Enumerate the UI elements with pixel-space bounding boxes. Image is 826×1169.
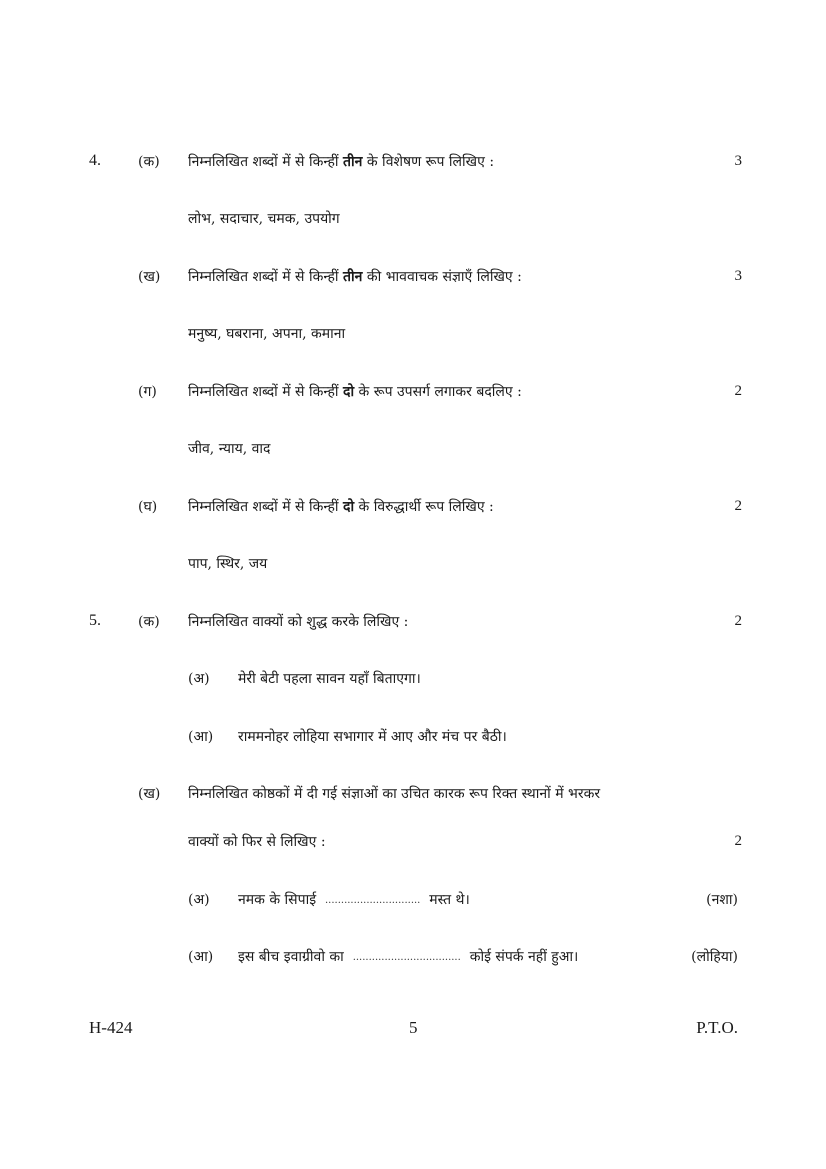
- marks: 2: [734, 498, 742, 514]
- question-text: निम्नलिखित शब्दों में से किन्हीं दो के रूप उपसर्ग लगाकर बदलिए :: [188, 384, 522, 400]
- sub-item-label: (आ): [188, 729, 214, 745]
- question-text: निम्नलिखित शब्दों में से किन्हीं तीन की भाववाचक संज्ञाएँ लिखिए :: [188, 269, 522, 285]
- part-label: (घ): [138, 499, 158, 515]
- part-label: (क): [138, 614, 160, 630]
- word-list: लोभ, सदाचार, चमक, उपयोग: [188, 211, 340, 227]
- question-text: निम्नलिखित शब्दों में से किन्हीं तीन के विशेषण रूप लिखिए :: [188, 154, 495, 170]
- sub-item-label: (आ): [188, 949, 214, 965]
- marks: 2: [734, 383, 742, 399]
- word-list: मनुष्य, घबराना, अपना, कमाना: [188, 326, 346, 342]
- sentence: मेरी बेटी पहला सावन यहाँ बिताएगा।: [238, 671, 421, 687]
- question-text-continued: वाक्यों को फिर से लिखिए :: [188, 834, 326, 850]
- hint-word: (लोहिया): [691, 949, 738, 965]
- word-list: जीव, न्याय, वाद: [188, 441, 271, 457]
- fill-blank-sentence: इस बीच इवाग्रीवो का .................................. कोई संपर्क नहीं हुआ।: [238, 949, 579, 965]
- sentence: राममनोहर लोहिया सभागार में आए और मंच पर बैठी।: [238, 729, 507, 745]
- question-text: निम्नलिखित कोष्ठकों में दी गई संज्ञाओं का उचित कारक रूप रिक्त स्थानों में भरकर: [188, 786, 601, 802]
- marks: 2: [734, 833, 742, 849]
- question-number: 5.: [89, 612, 101, 629]
- part-label: (क): [138, 154, 160, 170]
- marks: 2: [734, 613, 742, 629]
- part-label: (ख): [138, 269, 161, 285]
- question-number: 4.: [89, 152, 101, 169]
- fill-blank-sentence: नमक के सिपाई .............................. मस्त थे।: [238, 892, 470, 908]
- part-label: (ग): [138, 384, 157, 400]
- pto-note: P.T.O.: [696, 1018, 738, 1037]
- sub-item-label: (अ): [188, 671, 210, 687]
- marks: 3: [734, 268, 742, 284]
- blank-line: ..................................: [352, 951, 461, 963]
- question-text: निम्नलिखित शब्दों में से किन्हीं दो के विरुद्धार्थी रूप लिखिए :: [188, 499, 494, 515]
- blank-line: ..............................: [325, 894, 421, 906]
- question-text: निम्नलिखित वाक्यों को शुद्ध करके लिखिए :: [188, 614, 409, 630]
- word-list: पाप, स्थिर, जय: [188, 556, 268, 572]
- hint-word: (नशा): [706, 892, 738, 908]
- sub-item-label: (अ): [188, 892, 210, 908]
- paper-code: H-424: [89, 1018, 133, 1037]
- marks: 3: [734, 153, 742, 169]
- part-label: (ख): [138, 786, 161, 802]
- page-number: 5: [409, 1018, 418, 1037]
